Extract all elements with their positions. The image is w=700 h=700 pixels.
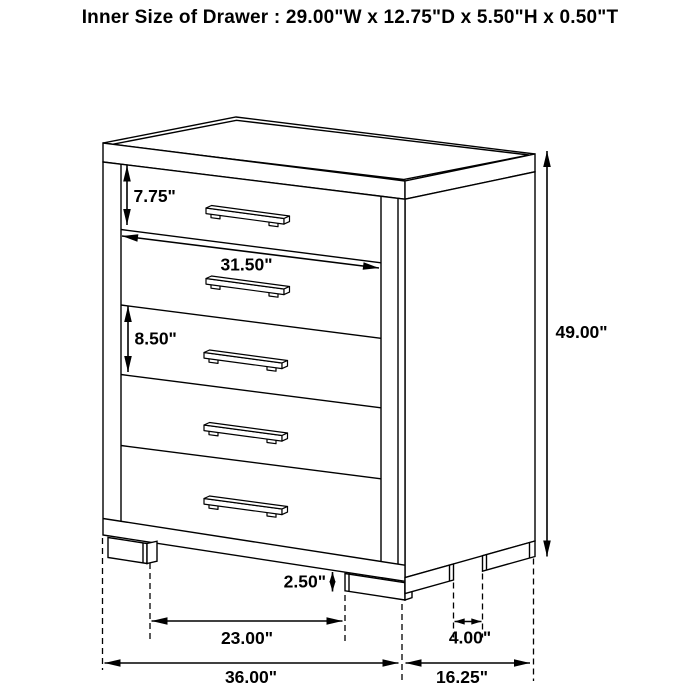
overall-depth-label: 16.25" [435,667,489,687]
front-face [103,162,405,581]
dimension-side-leg-width [449,622,491,648]
front-left-leg-side [147,541,157,563]
overall-height-label: 49.00" [555,322,608,342]
front-leg-spacing-label: 23.00" [220,628,274,648]
dimension-overall-height [547,151,608,557]
dimension-overall-depth [406,663,531,687]
middle-drawer-height-label: 8.50" [134,328,177,349]
overall-width-label: 36.00" [224,667,278,687]
dimension-front-leg-spacing [152,621,343,648]
drawer-opening-width-label: 31.50" [220,254,273,275]
top-drawer-height-label: 7.75" [133,186,176,206]
side-panel [405,172,535,578]
dimension-overall-width [105,663,399,687]
dimension-leg-height [284,572,333,592]
leg-height-label: 2.50" [283,571,326,592]
diagram-title: Inner Size of Drawer : 29.00"W x 12.75"D x 5.50"H x 0.50"T [81,7,619,28]
side-leg-width-label: 4.00" [448,627,492,648]
